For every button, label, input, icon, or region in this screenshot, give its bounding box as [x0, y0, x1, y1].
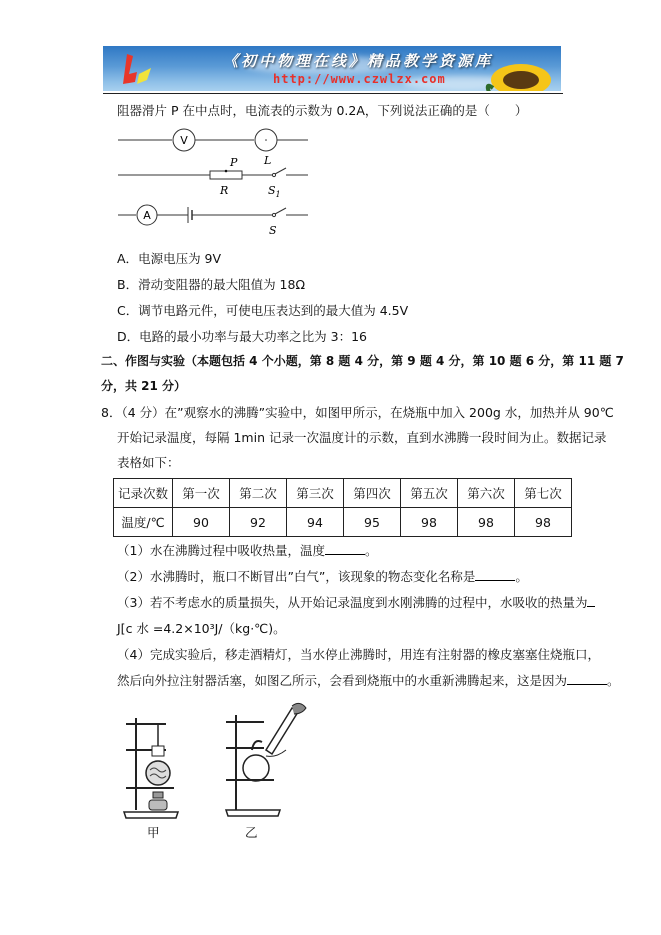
- header-rule: [103, 93, 563, 94]
- table-header-cell: 第七次: [515, 479, 572, 508]
- answer-blank[interactable]: [567, 672, 607, 685]
- table-cell: 98: [458, 508, 515, 537]
- table-header-cell: 记录次数: [114, 479, 173, 508]
- section-heading-line1: 二、作图与实验（本题包括 4 个小题，第 8 题 4 分，第 9 题 4 分，第 10 题 6 分，第 11 题 7: [101, 354, 624, 368]
- figure-jia-apparatus: [120, 710, 190, 830]
- answer-blank[interactable]: [325, 542, 365, 555]
- option-a: A．电源电压为 9V: [117, 251, 222, 266]
- table-cell: 92: [230, 508, 287, 537]
- section-heading-line2: 分，共 21 分）: [101, 379, 187, 393]
- table-cell: 90: [173, 508, 230, 537]
- sub-question-4-line2: 然后向外拉注射器活塞，如图乙所示，会看到烧瓶中的水重新沸腾起来，这是因为 。: [117, 673, 620, 688]
- answer-blank[interactable]: [587, 594, 595, 607]
- switch1-label: $S_1$: [268, 184, 281, 199]
- banner-title: 《初中物理在线》精品教学资源库: [223, 52, 494, 70]
- switch-label: S: [269, 224, 277, 237]
- temperature-table: [113, 478, 572, 537]
- question7-stem: 阻器滑片 P 在中点时，电流表的示数为 0.2A，下列说法正确的是（ ）: [117, 103, 528, 118]
- figure-jia-caption: 甲: [147, 825, 160, 840]
- table-header-cell: 第二次: [230, 479, 287, 508]
- answer-blank[interactable]: [475, 568, 515, 581]
- table-cell: 94: [287, 508, 344, 537]
- sub-question-2: （2）水沸腾时，瓶口不断冒出”白气”，该现象的物态变化名称是 。: [117, 569, 528, 584]
- table-cell: 98: [515, 508, 572, 537]
- table-row: [114, 508, 572, 537]
- option-d: D．电路的最小功率与最大功率之比为 3：16: [117, 329, 367, 344]
- sub-question-3: （3）若不考虑水的质量损失，从开始记录温度到水刚沸腾的过程中，水吸收的热量为: [117, 593, 595, 611]
- table-header-cell: 第六次: [458, 479, 515, 508]
- table-header-row: [114, 479, 572, 508]
- lamp-label: L: [264, 154, 272, 167]
- table-header-cell: 第五次: [401, 479, 458, 508]
- sub-question-1: （1）水在沸腾过程中吸收热量，温度 。: [117, 543, 378, 558]
- table-cell: 98: [401, 508, 458, 537]
- resistor-label: R: [220, 184, 229, 197]
- voltmeter-label: V: [180, 134, 188, 147]
- option-c: C．调节电路元件，可使电压表达到的最大值为 4.5V: [117, 303, 409, 318]
- switch1-icon: [275, 168, 286, 174]
- table-header-cell: 第一次: [173, 479, 230, 508]
- table-header-cell: 第三次: [287, 479, 344, 508]
- sub-question-3-line2: J[c 水 =4.2×10³J/（kg·℃)。: [117, 621, 286, 636]
- sub-question-4-line1: （4）完成实验后，移走酒精灯，当水停止沸腾时，用连有注射器的橡皮塞塞住烧瓶口，: [117, 647, 600, 662]
- question8-line1: 8．（4 分）在”观察水的沸腾”实验中，如图甲所示，在烧瓶中加入 200g 水，加热并从 90℃: [101, 405, 614, 420]
- slider-label: P: [230, 156, 238, 169]
- sunflower-icon: [483, 52, 553, 91]
- question8-line3: 表格如下：: [117, 455, 180, 470]
- banner-url: http://www.czwlzx.com: [273, 72, 446, 86]
- table-row-label: 温度/℃: [114, 508, 173, 537]
- option-b: B．滑动变阻器的最大阻值为 18Ω: [117, 277, 306, 292]
- figure-yi-apparatus: [222, 700, 332, 820]
- table-cell: 95: [344, 508, 401, 537]
- logo-icon: [115, 48, 155, 88]
- question8-line2: 开始记录温度，每隔 1min 记录一次温度计的示数，直到水沸腾一段时间为止。数据记录: [117, 430, 607, 445]
- circuit-diagram: [118, 128, 318, 238]
- table-header-cell: 第四次: [344, 479, 401, 508]
- figure-yi-caption: 乙: [245, 825, 258, 840]
- header-banner: [103, 46, 561, 91]
- switch-icon: [275, 208, 286, 214]
- ammeter-label: A: [143, 209, 151, 222]
